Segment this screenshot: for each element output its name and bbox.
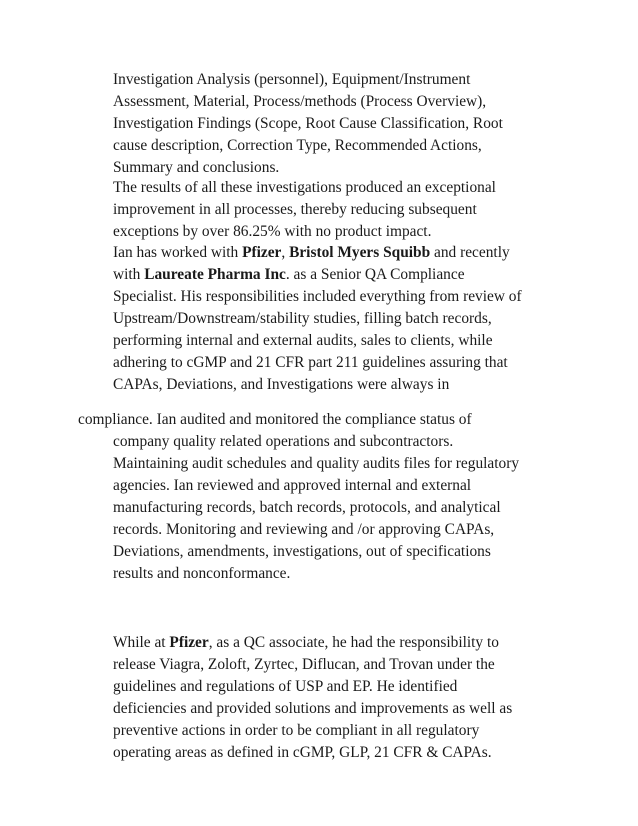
text-segment: , (281, 244, 290, 261)
text-line (113, 243, 510, 263)
text-segment: with (113, 266, 145, 283)
text-segment: While at (113, 634, 170, 651)
text-line: results and nonconformance. (113, 565, 291, 582)
text-line: records. Monitoring and reviewing and /or approving CAPAs, (113, 521, 495, 538)
company-pfizer: Pfizer (242, 244, 282, 261)
text-line: Deviations, amendments, investigations, out of specifications (113, 543, 491, 560)
text-line: release Viagra, Zoloft, Zyrtec, Diflucan, and Trovan under the (113, 656, 495, 673)
text-line: improvement in all processes, thereby reducing subsequent (113, 201, 477, 218)
text-segment: . as a Senior QA Compliance (285, 266, 465, 283)
text-line: preventive actions in order to be compliant in all regulatory (113, 722, 480, 739)
text-line: company quality related operations and subcontractors. (113, 433, 454, 450)
text-line: agencies. Ian reviewed and approved internal and external (113, 477, 472, 494)
text-line: exceptions by over 86.25% with no product impact. (113, 223, 432, 240)
text-line: Maintaining audit schedules and quality audits files for regulatory (113, 455, 520, 472)
text-line: operating areas as defined in cGMP, GLP, 21 CFR & CAPAs. (113, 744, 492, 761)
text-line: Investigation Findings (Scope, Root Cause Classification, Root (113, 115, 503, 132)
text-line: CAPAs, Deviations, and Investigations were always in (113, 376, 450, 393)
company-laureate: Laureate Pharma Inc (144, 266, 286, 283)
text-line: The results of all these investigations produced an exceptional (113, 179, 496, 196)
text-segment: and recently (430, 244, 510, 261)
text-line (113, 265, 465, 285)
company-pfizer: Pfizer (169, 634, 209, 651)
text-segment: , as a QC associate, he had the responsibility to (208, 634, 499, 651)
text-segment: Ian has worked with (113, 244, 243, 261)
text-line: cause description, Correction Type, Recommended Actions, (113, 137, 482, 154)
text-line: compliance. Ian audited and monitored the compliance status of (78, 411, 472, 428)
text-line: Specialist. His responsibilities included everything from review of (113, 288, 522, 305)
text-line (113, 633, 499, 653)
text-line: manufacturing records, batch records, protocols, and analytical (113, 499, 501, 516)
company-bms: Bristol Myers Squibb (289, 244, 431, 261)
text-line: deficiencies and provided solutions and improvements as well as (113, 700, 513, 717)
text-line: Investigation Analysis (personnel), Equipment/Instrument (113, 71, 471, 88)
text-line: Summary and conclusions. (113, 159, 280, 176)
text-line: Assessment, Material, Process/methods (Process Overview), (113, 93, 487, 110)
text-line: guidelines and regulations of USP and EP. He identified (113, 678, 458, 695)
text-line: Upstream/Downstream/stability studies, filling batch records, (113, 310, 492, 327)
text-line: performing internal and external audits, sales to clients, while (113, 332, 493, 349)
text-line: adhering to cGMP and 21 CFR part 211 guidelines assuring that (113, 354, 508, 371)
